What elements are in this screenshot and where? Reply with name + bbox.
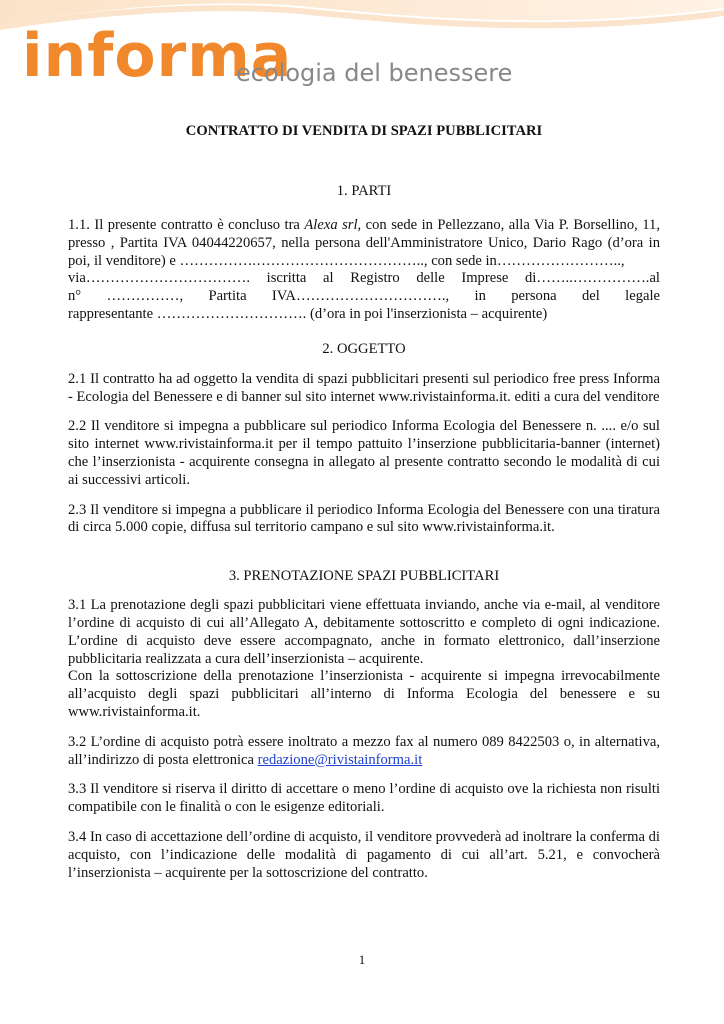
page-number: 1 xyxy=(358,952,366,967)
paragraph-1-1-start: 1.1. Il presente contratto è concluso tra xyxy=(68,217,305,233)
paragraph-2-3: 2.3 Il venditore si impegna a pubblicare il periodico Informa Ecologia del Benessere con una tiratura di circa 5.000 copie, diffusa sul territorio campano e sul sito www.rivistainforma.it. xyxy=(68,501,660,536)
paragraph-3-2 xyxy=(68,734,660,770)
paragraph-3-2-text: 3.2 L’ordine di acquisto potrà essere inoltrato a mezzo fax al numero 089 8422503 o, in alternativa, all’indirizzo di posta elettronica xyxy=(68,733,660,768)
section-heading-oggetto: 2. OGGETTO xyxy=(322,340,406,357)
paragraph-2-1: 2.1 Il contratto ha ad oggetto la vendita di spazi pubblicitari presenti sul periodico free press Informa - Ecologia del Benessere e di banner sul sito internet www.rivistainforma.it. editi a cura del venditore xyxy=(68,370,660,405)
paragraph-1-1-rest: , con sede in Pellezzano, alla Via P. Borsellino, 11, presso , Partita IVA 04044220657, nella persona dell'Amministratore Unico, Dario Rago (d’ora in poi, il venditore) e …………….…………………………….., con sede in…………………….., xyxy=(68,217,660,269)
paragraph-3-1: 3.1 La prenotazione degli spazi pubblicitari viene effettuata inviando, anche via e-mail, al venditore l’ordine di acquisto di cui all’Allegato A, debitamente sottoscritto e completo di ogni indicazione. L’ordine di acquisto deve essere accompagnato, anche in formato elettronico, dall’inserzione pubblicitaria realizzata a cura dell’inserzionista – acquirente. xyxy=(68,597,660,667)
company-name: Alexa srl xyxy=(304,217,358,233)
section-heading-parti: 1. PARTI xyxy=(336,183,392,199)
paragraph-1-1-line-partita-iva: n° ……………, Partita IVA…………………………., in persona del legale xyxy=(68,288,660,305)
section-heading-prenotazione: 3. PRENOTAZIONE SPAZI PUBBLICITARI xyxy=(228,568,500,585)
paragraph-1-1-line-rappresentante: rappresentante …………………………. (d’ora in poi l'inserzionista – acquirente) xyxy=(68,305,548,322)
document-body xyxy=(68,122,660,882)
paragraph-3-1-sottoscrizione: Con la sottoscrizione della prenotazione l’inserzionista - acquirente si impegna irrevocabilmente all’acquisto degli spazi pubblicitari all’interno di Informa Ecologia del benessere e su www.rivistainforma.it. xyxy=(68,668,660,720)
paragraph-1-1 xyxy=(68,217,660,270)
paragraph-3-4: 3.4 In caso di accettazione dell’ordine di acquisto, il venditore provvederà ad inoltrare la conferma di acquisto, con l’indicazione delle modalità di pagamento di cui all’art. 5.21, e convocherà l’inserzionista – acquirente per la sottoscrizione del contratto. xyxy=(68,828,660,881)
paragraph-1-1-line-via: via……………………………. iscritta al Registro delle Imprese di……..…………….al xyxy=(68,270,660,287)
paragraph-2-2: 2.2 Il venditore si impegna a pubblicare sul periodico Informa Ecologia del Benessere n. .... e/o sul sito internet www.rivistainforma.it per il tempo pattuito l’inserzione pubblicitaria-banner (internet) che l’inserzionista - acquirente consegna in allegato al presente contratto secondo le modalità di cui ai successivi articoli. xyxy=(68,418,660,488)
logo-tagline: ecologia del benessere xyxy=(236,59,513,87)
logo-wordmark: informa xyxy=(22,21,293,91)
letterhead xyxy=(0,0,724,98)
email-link[interactable]: redazione@rivistainforma.it xyxy=(257,751,423,768)
document-title: CONTRATTO DI VENDITA DI SPAZI PUBBLICITARI xyxy=(185,123,543,139)
paragraph-3-3: 3.3 Il venditore si riserva il diritto di accettare o meno l’ordine di acquisto ove la richiesta non risulti compatibile con le finalità o con le esigenze editoriali. xyxy=(68,781,660,816)
